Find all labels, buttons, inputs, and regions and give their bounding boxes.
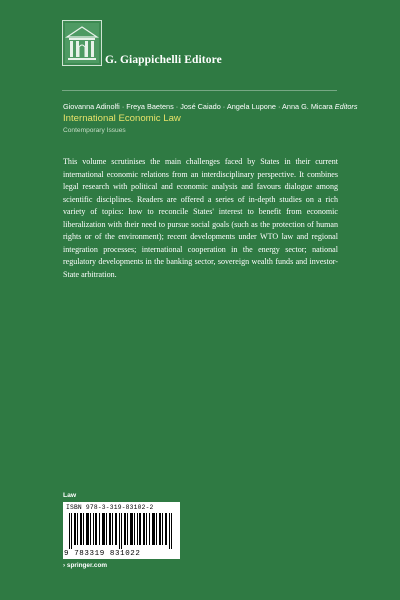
editors-role: Editors: [334, 102, 358, 111]
isbn-number: ISBN 978-3-319-83102-2: [66, 504, 154, 511]
book-title: International Economic Law: [63, 113, 181, 124]
publisher-website-link[interactable]: › springer.com: [63, 562, 108, 569]
publisher-name: G. Giappichelli Editore: [105, 54, 222, 66]
isbn-barcode: [63, 502, 180, 559]
barcode-bars-icon: [69, 513, 175, 549]
barcode-number: 9 783319 831022: [64, 550, 141, 558]
editors-names: Giovanna Adinolfi · Freya Baetens · José Caiado · Angela Lupone · Anna G. Micara: [63, 102, 333, 111]
book-description: This volume scrutinises the main challenges faced by States in their current international economic relations from an interdisciplinary perspective. It combines legal research with political and economic analysis and favours dialogue among scientific disciplines. Readers are offered a series of in-depth studies on a rich variety of topics: how to reconcile States' interest to benefit from economic liberalization with their need to pursue social goals (such as the protection of human rights or of the environment); recent developments under WTO law and regional integration processes; international cooperation in the energy sector; national regulatory developments in the banking sector, sovereign wealth funds and investor-State arbitration.: [63, 157, 338, 279]
book-subtitle: Contemporary Issues: [63, 127, 126, 134]
divider: [62, 90, 337, 91]
editors-line: [63, 102, 358, 111]
publisher-logo-icon: [62, 20, 102, 66]
subject-category: Law: [63, 492, 77, 499]
